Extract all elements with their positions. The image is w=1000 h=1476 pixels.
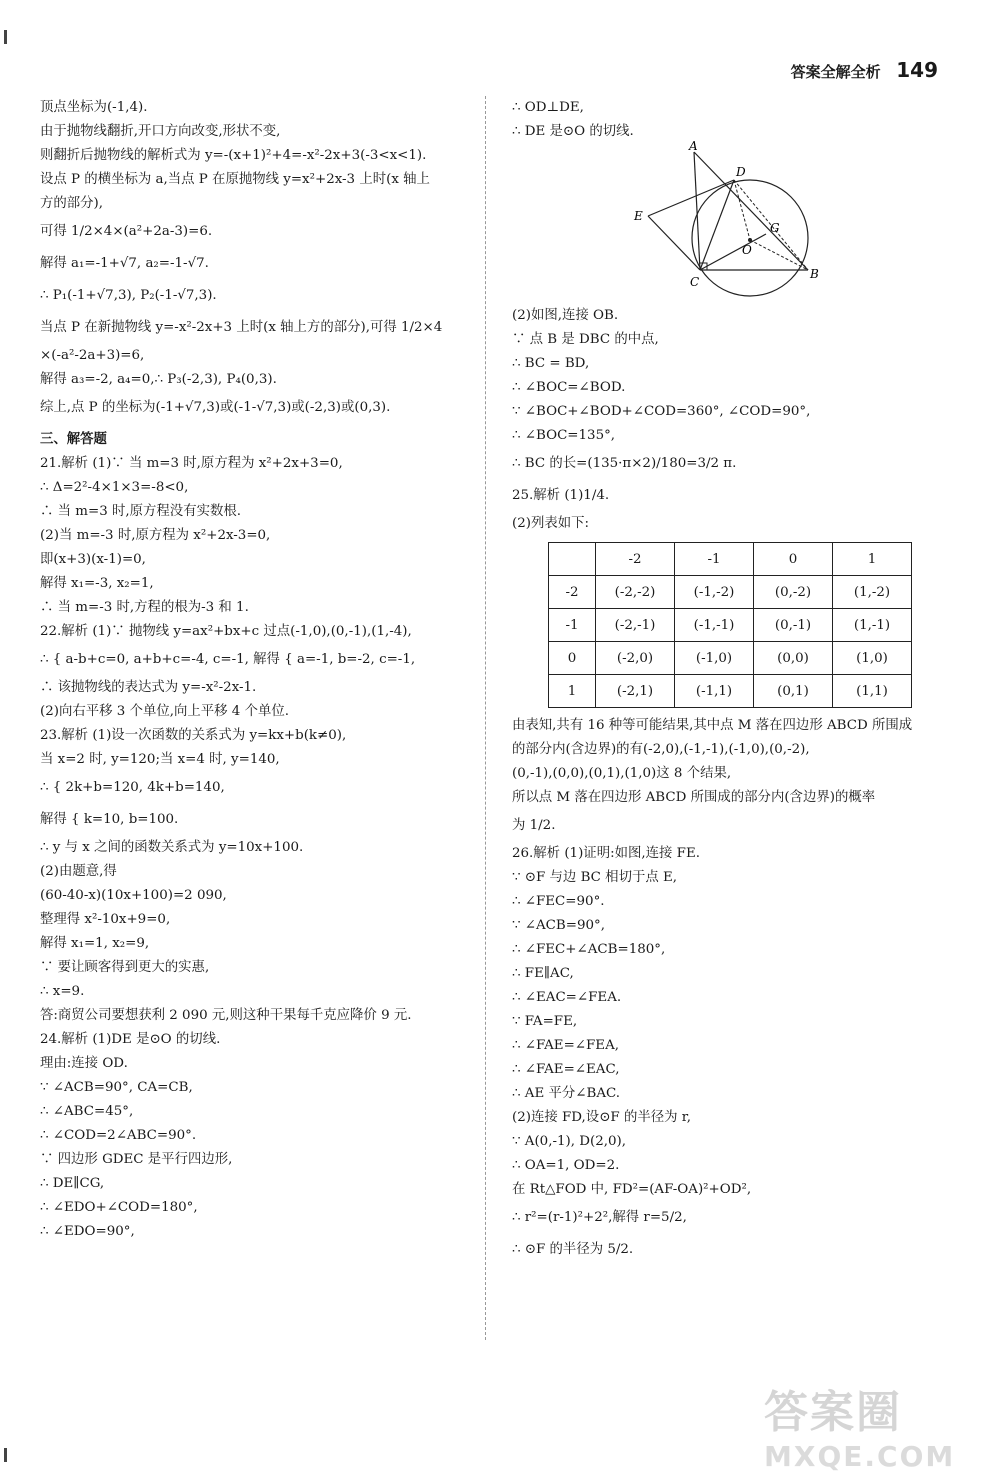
text-line: ∴ 当 m=3 时,原方程没有实数根.: [40, 504, 242, 519]
text-line: ∴ BC 的长=(135·π×2)/180=3/2 π.: [512, 456, 737, 471]
text-line: 25.解析 (1)1/4.: [512, 488, 610, 503]
text-line: ∴ ∠FEC=90°.: [512, 894, 605, 909]
table-cell: (-1,1): [675, 675, 754, 708]
watermark-text: 答案圈: [764, 1387, 902, 1438]
text-line: ∴ P₁(-1+√7,3), P₂(-1-√7,3).: [40, 288, 217, 303]
text-line: 由于抛物线翻折,开口方向改变,形状不变,: [40, 124, 281, 139]
label-a: A: [689, 139, 698, 153]
text-line: 解得 { k=10, b=100.: [40, 812, 179, 827]
text-line: 所以点 M 落在四边形 ABCD 所围成的部分内(含边界)的概率: [512, 790, 876, 805]
text-line: 由表知,共有 16 种等可能结果,其中点 M 落在四边形 ABCD 所围成: [512, 718, 913, 733]
text-line: ∴ ⊙F 的半径为 5/2.: [512, 1242, 634, 1257]
label-b: B: [810, 267, 819, 281]
table-cell: (1,-1): [833, 609, 912, 642]
segment-cg: [700, 234, 766, 270]
text-line: 方的部分),: [40, 196, 104, 211]
table-cell: (1,1): [833, 675, 912, 708]
text-line: ∴ OA=1, OD=2.: [512, 1158, 620, 1173]
text-line: ∴ AE 平分∠BAC.: [512, 1086, 621, 1101]
text-line: 则翻折后抛物线的解析式为 y=-(x+1)²+4=-x²-2x+3(-3<x<1).: [40, 148, 427, 163]
text-line: ∴ DE∥CG,: [40, 1176, 105, 1191]
text-line: ∴ r²=(r-1)²+2²,解得 r=5/2,: [512, 1210, 687, 1225]
text-line: ∴ DE 是⊙O 的切线.: [512, 124, 634, 139]
text-line: 21.解析 (1)∵ 当 m=3 时,原方程为 x²+2x+3=0,: [40, 456, 343, 471]
text-line: ∴ 当 m=-3 时,方程的根为-3 和 1.: [40, 600, 249, 615]
table-row: [549, 642, 912, 675]
label-o: O: [742, 243, 752, 257]
text-line: ∵ FA=FE,: [512, 1014, 578, 1029]
table-cell: -1: [549, 609, 596, 642]
text-line: 理由:连接 OD.: [40, 1056, 128, 1071]
text-line: ∵ 要让顾客得到更大的实惠,: [40, 960, 210, 975]
table-cell: 1: [549, 675, 596, 708]
page-header: [791, 58, 938, 82]
table-cell: (-1,-2): [675, 576, 754, 609]
text-line: 即(x+3)(x-1)=0,: [40, 552, 146, 567]
outcome-table: [548, 542, 912, 708]
text-line: 24.解析 (1)DE 是⊙O 的切线.: [40, 1032, 221, 1047]
text-line: (2)当 m=-3 时,原方程为 x²+2x-3=0,: [40, 528, 271, 543]
text-line: 解得 a₁=-1+√7, a₂=-1-√7.: [40, 256, 209, 271]
text-line: ∴ { 2k+b=120, 4k+b=140,: [40, 780, 225, 795]
text-line: ∵ ⊙F 与边 BC 相切于点 E,: [512, 870, 678, 885]
text-line: 整理得 x²-10x+9=0,: [40, 912, 171, 927]
table-cell: 0: [549, 642, 596, 675]
right-column: [512, 96, 954, 1266]
text-line: (2)向右平移 3 个单位,向上平移 4 个单位.: [40, 704, 290, 719]
text-line: ∴ ∠FAE=∠FEA,: [512, 1038, 620, 1053]
text-line: 22.解析 (1)∵ 抛物线 y=ax²+bx+c 过点(-1,0),(0,-1),(1,-4),: [40, 624, 412, 639]
text-line: ∵ 点 B 是 DBC 的中点,: [512, 332, 659, 347]
table-cell: (-1,-1): [675, 609, 754, 642]
table-cell: 1: [833, 543, 912, 576]
text-line: (0,-1),(0,0),(0,1),(1,0)这 8 个结果,: [512, 766, 732, 781]
segment-dc: [700, 180, 734, 270]
table-cell: (1,0): [833, 642, 912, 675]
table-cell: (-2,0): [596, 642, 675, 675]
table-cell: [549, 543, 596, 576]
column-divider: [485, 96, 486, 1340]
text-line: ∴ y 与 x 之间的函数关系式为 y=10x+100.: [40, 840, 304, 855]
table-cell: (-2,-1): [596, 609, 675, 642]
text-line: ∵ ∠ACB=90°, CA=CB,: [40, 1080, 193, 1095]
segment-ob: [750, 240, 808, 270]
text-line: 顶点坐标为(-1,4).: [40, 100, 148, 115]
text-line: ∴ FE∥AC,: [512, 966, 574, 981]
text-line: ∴ ∠FEC+∠ACB=180°,: [512, 942, 666, 957]
label-d: D: [736, 165, 746, 179]
table-cell: (0,0): [754, 642, 833, 675]
table-cell: 0: [754, 543, 833, 576]
table-cell: (1,-2): [833, 576, 912, 609]
table-cell: (0,-2): [754, 576, 833, 609]
label-e: E: [634, 209, 643, 223]
table-cell: -2: [596, 543, 675, 576]
section-heading: 三、解答题: [40, 432, 107, 447]
text-line: 解得 a₃=-2, a₄=0,∴ P₃(-2,3), P₄(0,3).: [40, 372, 277, 387]
label-g: G: [770, 221, 780, 235]
text-line: ∴ ∠EAC=∠FEA.: [512, 990, 622, 1005]
text-line: ∴ ∠FAE=∠EAC,: [512, 1062, 620, 1077]
text-line: ∵ A(0,-1), D(2,0),: [512, 1134, 626, 1149]
text-line: (2)连接 FD,设⊙F 的半径为 r,: [512, 1110, 691, 1125]
text-line: 设点 P 的横坐标为 a,当点 P 在原抛物线 y=x²+2x-3 上时(x 轴上: [40, 172, 430, 187]
text-line: 在 Rt△FOD 中, FD²=(AF-OA)²+OD²,: [512, 1182, 752, 1197]
text-line: 解得 x₁=1, x₂=9,: [40, 936, 150, 951]
geometry-figure: [632, 139, 822, 300]
text-line: (2)由题意,得: [40, 864, 117, 879]
text-line: ∵ ∠BOC+∠BOD+∠COD=360°, ∠COD=90°,: [512, 404, 811, 419]
text-line: ∴ ∠EDO=90°,: [40, 1224, 135, 1239]
table-row: [549, 675, 912, 708]
text-line: ∵ ∠ACB=90°,: [512, 918, 605, 933]
text-line: (2)列表如下:: [512, 516, 590, 531]
text-line: 答:商贸公司要想获利 2 090 元,则这种干果每千克应降价 9 元.: [40, 1008, 412, 1023]
header-title: 答案全解全析: [790, 63, 881, 81]
text-line: (2)如图,连接 OB.: [512, 308, 619, 323]
outcome-table-wrap: [548, 542, 954, 708]
text-line: ∴ Δ=2²-4×1×3=-8<0,: [40, 480, 189, 495]
text-line: ∴ OD⊥DE,: [512, 100, 584, 115]
text-line: ∴ ∠BOC=∠BOD.: [512, 380, 626, 395]
text-line: ∴ ∠BOC=135°,: [512, 428, 616, 443]
text-line: ∴ ∠ABC=45°,: [40, 1104, 134, 1119]
text-line: ∴ x=9.: [40, 984, 85, 999]
text-line: ∴ { a-b+c=0, a+b+c=-4, c=-1, 解得 { a=-1, b=-2, c=-1,: [40, 652, 416, 667]
label-c: C: [690, 275, 700, 289]
text-line: 23.解析 (1)设一次函数的关系式为 y=kx+b(k≠0),: [40, 728, 347, 743]
text-line: 当点 P 在新抛物线 y=-x²-2x+3 上时(x 轴上方的部分),可得 1/2×4: [40, 320, 443, 335]
text-line: ×(-a²-2a+3)=6,: [40, 348, 145, 363]
point-o: [748, 238, 752, 242]
text-line: ∴ 该抛物线的表达式为 y=-x²-2x-1.: [40, 680, 257, 695]
margin-mark: [4, 1448, 7, 1462]
segment-ed: [648, 180, 734, 216]
watermark-logo: [764, 1376, 974, 1473]
watermark-url: MXQE.COM: [764, 1440, 956, 1473]
page-number: 149: [896, 58, 938, 82]
text-line: 26.解析 (1)证明:如图,连接 FE.: [512, 846, 700, 861]
text-line: 可得 1/2×4×(a²+2a-3)=6.: [40, 224, 213, 239]
table-row: [549, 576, 912, 609]
text-line: (60-40-x)(10x+100)=2 090,: [40, 888, 227, 903]
text-line: 当 x=2 时, y=120;当 x=4 时, y=140,: [40, 752, 280, 767]
text-line: 解得 x₁=-3, x₂=1,: [40, 576, 154, 591]
table-header-row: [549, 543, 912, 576]
margin-mark: [4, 30, 7, 44]
text-line: 的部分内(含边界)的有(-2,0),(-1,-1),(-1,0),(0,-2),: [512, 742, 810, 757]
left-column: [40, 96, 468, 1244]
table-cell: -1: [675, 543, 754, 576]
text-line: ∵ 四边形 GDEC 是平行四边形,: [40, 1152, 233, 1167]
text-line: ∴ ∠EDO+∠COD=180°,: [40, 1200, 198, 1215]
text-line: 综上,点 P 的坐标为(-1+√7,3)或(-1-√7,3)或(-2,3)或(0,3).: [40, 400, 391, 415]
table-cell: -2: [549, 576, 596, 609]
table-cell: (0,-1): [754, 609, 833, 642]
table-cell: (-2,1): [596, 675, 675, 708]
text-line: 为 1/2.: [512, 818, 556, 833]
table-cell: (0,1): [754, 675, 833, 708]
text-line: ∴ BC = BD,: [512, 356, 590, 371]
table-cell: (-2,-2): [596, 576, 675, 609]
table-cell: (-1,0): [675, 642, 754, 675]
text-line: ∴ ∠COD=2∠ABC=90°.: [40, 1128, 197, 1143]
table-row: [549, 609, 912, 642]
